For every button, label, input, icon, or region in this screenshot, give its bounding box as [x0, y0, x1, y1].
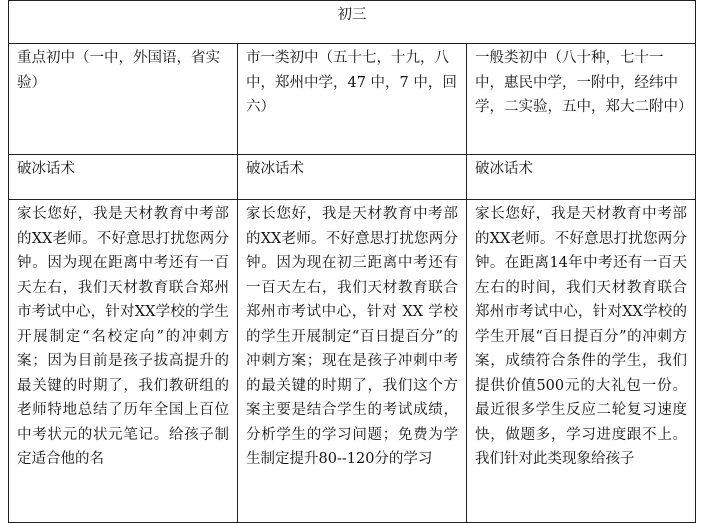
subheader-icebreaker-3: 破冰话术 [467, 155, 696, 200]
script-text-key-schools: 家长您好，我是天材教育中考部的XX老师。不好意思打扰您两分钟。因为现在距离中考还有一百天左右，我们天材教育联合郑州市考试中心，针对XX学校的学生开展制定“名校定向”的冲刺方案；因为目前是孩子拔高提升的最关键的时期了，我们教研组的老师特地总结了历年全国上百位中考状元的状元笔记。给孩子制定适合他的名 [9, 200, 238, 523]
column-header-key-schools: 重点初中（一中，外国语，省实验） [9, 44, 238, 155]
script-row [9, 200, 696, 523]
title-row [9, 1, 696, 44]
column-header-city-first-class: 市一类初中（五十七，十九，八中，郑州中学，47 中，7 中，回六） [238, 44, 467, 155]
script-table [8, 0, 696, 523]
subheader-row [9, 155, 696, 200]
script-text-general-schools: 家长您好，我是天材教育中考部的XX老师。不好意思打扰您两分钟。在距离14年中考还有一百天左右的时间，我们天材教育联合郑州市考试中心，针对XX学校的学生开展“百日提百分”的冲刺方案，成绩符合条件的学生，我们提供价值500元的大礼包一份。最近很多学生反应二轮复习速度快，做题多，学习进度跟不上。我们针对此类现象给孩子 [467, 200, 696, 523]
subheader-icebreaker-1: 破冰话术 [9, 155, 238, 200]
header-row [9, 44, 696, 155]
script-text-city-first-class: 家长您好，我是天材教育中考部的XX老师。不好意思打扰您两分钟。因为现在初三距离中考还有一百天左右，我们天材教育联合郑州市考试中心，针对 XX 学校的学生开展制定“百日提百分”的冲刺方案；现在是孩子冲刺中考的最关键的时期了，我们这个方案主要是结合学生的考试成绩，分析学生的学习问题；免费为学生制定提升80--120分的学习 [238, 200, 467, 523]
column-header-general-schools: 一般类初中（八十种，七十一中，惠民中学，一附中，经纬中学，二实验，五中，郑大二附中） [467, 44, 696, 155]
subheader-icebreaker-2: 破冰话术 [238, 155, 467, 200]
table-title: 初三 [9, 1, 696, 44]
